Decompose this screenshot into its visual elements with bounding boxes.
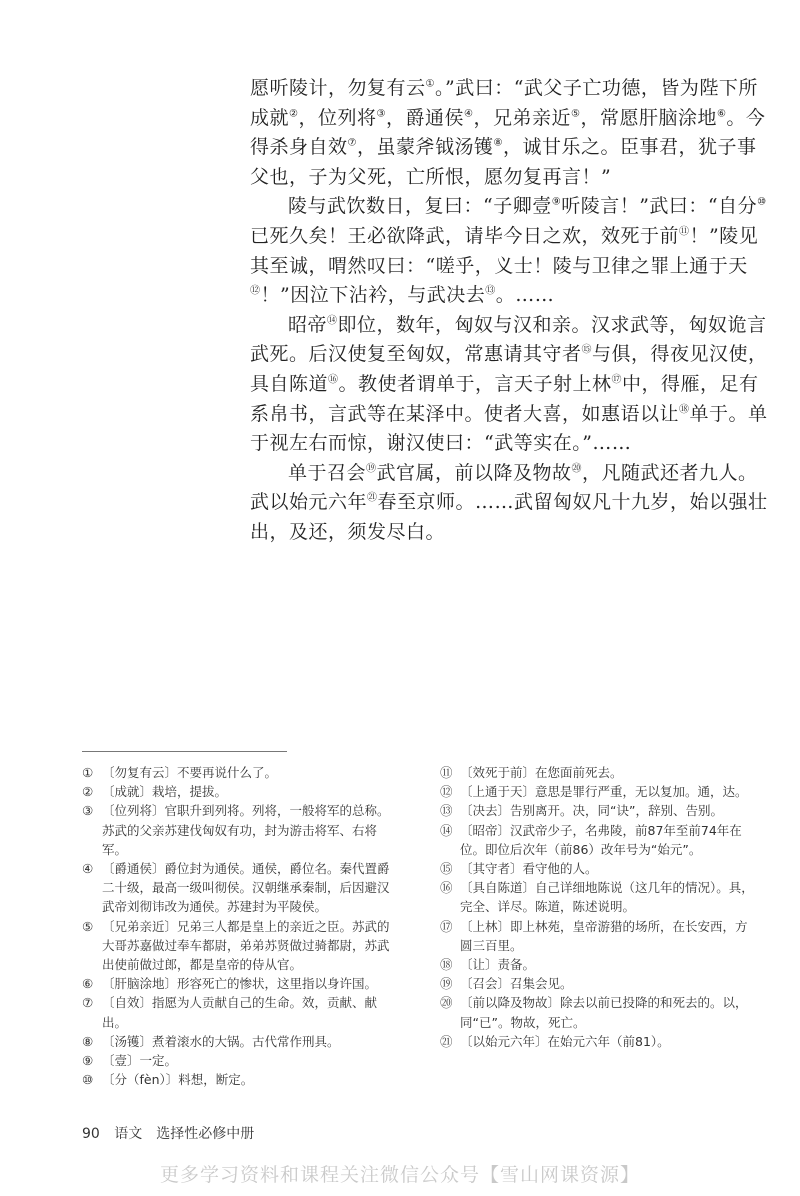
footnote-number: ⑤ <box>82 918 94 934</box>
footnote-text: 〔成就〕栽培，提拔。 <box>102 784 228 800</box>
footnote-text: 〔分（fèn）〕料想，断定。 <box>102 1072 254 1088</box>
footnotes-left-column <box>82 763 398 1089</box>
footnote-text: 〔肝脑涂地〕形容死亡的惨状，这里指以身许国。 <box>102 976 378 992</box>
footnote-text: 〔让〕责备。 <box>460 957 536 973</box>
footnote-item <box>440 878 755 916</box>
body-text: 昭帝 <box>288 313 328 336</box>
body-text: 。”武曰：“武父子亡功德，皆为陛下所成就 <box>250 77 758 129</box>
footnote-marker: ⑥ <box>716 108 727 120</box>
footnote-marker: ⑨ <box>551 197 562 209</box>
footnote-item <box>82 801 398 859</box>
footnote-text: 〔其守者〕看守他的人。 <box>460 861 598 877</box>
footnote-text: 〔汤镬〕煮着滚水的大锅。古代常作刑具。 <box>102 1033 340 1049</box>
footnote-number: ⑯ <box>440 880 453 896</box>
body-text: 春至京师。……武留匈奴凡十九岁，始以强壮出，及还，须发尽白。 <box>250 491 768 543</box>
footnote-item <box>82 1070 398 1089</box>
body-text: 单于。单于视左右而惊，谢汉使曰：“武等实在。”…… <box>250 402 768 455</box>
body-text: ，常愿肝脑涂地 <box>580 106 717 129</box>
footnote-item <box>82 993 398 1031</box>
footnote-item <box>82 974 398 993</box>
footnote-marker: ⑬ <box>485 285 496 297</box>
footnote-number: ⑧ <box>82 1033 94 1049</box>
footnote-text: 〔壹〕一定。 <box>102 1053 178 1069</box>
body-text: ，位列将 <box>298 106 377 129</box>
footnote-marker: ⑰ <box>611 374 623 386</box>
body-text: 武官属，前以降及物故 <box>376 461 572 484</box>
footnote-item <box>440 859 755 878</box>
footnote-number: ④ <box>82 861 94 877</box>
body-text: 。今得杀身自效 <box>250 106 766 159</box>
footnote-item <box>82 1032 398 1051</box>
body-text: 。…… <box>495 284 555 307</box>
body-text: 陵与武饮数日，复曰：“子卿壹 <box>288 195 552 218</box>
footnote-marker: ⑧ <box>493 137 503 149</box>
body-paragraph <box>250 192 770 310</box>
body-text: 愿听陵计，勿复有云 <box>250 77 426 99</box>
page-number: 90 <box>82 1126 100 1142</box>
footnote-marker: ⑤ <box>570 108 581 120</box>
footnote-text: 〔爵通侯〕爵位封为通侯。通侯，爵位名。秦代置爵二十级，最高一级叫彻侯。汉朝继承秦制，后因避汉武帝刘彻讳改为通侯。苏建封为平陵侯。 <box>102 861 390 915</box>
footnote-item <box>82 1051 398 1070</box>
body-text: 听陵言！”武曰：“自分 <box>561 195 758 218</box>
footnote-number: ⑦ <box>82 995 94 1011</box>
footnote-text: 〔召会〕召集会见。 <box>460 976 573 992</box>
footnote-number: ⑰ <box>440 918 453 934</box>
body-text: 。教使者谓单于，言天子射上林 <box>338 372 612 395</box>
main-text <box>250 74 770 548</box>
footnote-number: ⑬ <box>440 803 453 819</box>
book-title: 语文 选择性必修中册 <box>114 1126 255 1142</box>
footnote-marker: ⑱ <box>679 404 690 416</box>
footnote-marker: ⑭ <box>327 315 338 327</box>
footnote-item <box>440 801 755 820</box>
footnote-number: ⑩ <box>82 1072 94 1088</box>
footnote-item <box>440 955 755 974</box>
footnote-number: ③ <box>82 803 94 819</box>
watermark-text: 更多学习资料和课程关注微信公众号【雪山网课资源】 <box>159 1164 640 1186</box>
footnote-number: ① <box>82 765 94 780</box>
footnote-item <box>440 1032 755 1051</box>
footnote-text: 〔具自陈道〕自己详细地陈说（这几年的情况）。具，完全、详尽。陈道，陈述说明。 <box>460 880 754 915</box>
footnote-item <box>82 917 398 975</box>
footnote-number: ⑥ <box>82 976 94 992</box>
body-text: ！”因泣下沾衿，与武决去 <box>260 284 486 307</box>
footnote-item <box>440 917 755 955</box>
footnote-marker: ⑲ <box>366 463 377 475</box>
footnote-marker: ④ <box>463 108 474 120</box>
footnote-text: 〔上林〕即上林苑，皇帝游猎的场所，在长安西，方圆三百里。 <box>460 918 748 953</box>
footnote-item <box>82 782 398 801</box>
footnote-number: ⑮ <box>440 861 453 877</box>
footnote-marker: ⑯ <box>328 374 339 386</box>
footnote-number: ⑳ <box>440 995 453 1011</box>
footnote-item <box>82 859 398 917</box>
footnote-number: ㉑ <box>440 1033 453 1049</box>
footnote-text: 〔昭帝〕汉武帝少子，名弗陵，前87年至前74年在位。即位后次年（前86）改年号为“始元”。 <box>460 822 742 857</box>
page-footer <box>82 1123 254 1143</box>
footnote-marker: ⑮ <box>581 345 593 357</box>
body-text: ，兄弟亲近 <box>473 106 571 129</box>
footnote-marker: ㉑ <box>367 492 378 504</box>
footnote-text: 〔勿复有云〕不要再说什么了。 <box>102 765 278 780</box>
footnote-text: 〔自效〕指愿为人贡献自己的生命。效，贡献、献出。 <box>102 995 378 1030</box>
body-text: 与俱，得夜见汉使，具自陈道 <box>250 343 768 395</box>
footnote-item <box>82 763 398 782</box>
footnote-number: ⑫ <box>440 784 453 800</box>
footnote-text: 〔决去〕告别离开。决，同“诀”，辞别、告别。 <box>460 803 723 819</box>
footnote-text: 〔位列将〕官职升到列将。列将，一般将军的总称。苏武的父亲苏建伐匈奴有功，封为游击将军、右将军。 <box>102 803 390 857</box>
footnote-marker: ③ <box>376 108 386 120</box>
footnotes-right-column <box>440 763 755 1051</box>
footnote-divider <box>82 751 287 752</box>
footnote-text: 〔前以降及物故〕除去以前已投降的和死去的。以，同“已”。物故，死亡。 <box>460 995 748 1030</box>
body-text: 已死久矣！王必欲降武，请毕今日之欢，效死于前 <box>250 224 680 247</box>
footnote-number: ⑲ <box>440 976 453 992</box>
footnote-number: ⑪ <box>440 765 453 780</box>
footnote-marker: ⑫ <box>250 285 261 297</box>
footnote-number: ⑭ <box>440 822 453 838</box>
footnote-marker: ⑪ <box>679 226 690 238</box>
body-paragraph <box>250 74 770 192</box>
body-text: ，凡随武还者九人。武以始元六年 <box>250 461 758 514</box>
body-paragraph <box>250 459 770 548</box>
footnote-text: 〔效死于前〕在您面前死去。 <box>460 765 623 780</box>
footnote-number: ⑨ <box>82 1053 94 1069</box>
footnote-marker: ① <box>425 78 435 90</box>
footnote-number: ⑱ <box>440 957 453 973</box>
body-text: ，爵通侯 <box>385 106 464 129</box>
body-text: ，诚甘乐之。臣事君，犹子事父也，子为父死，亡所恨，愿勿复再言！” <box>250 136 757 188</box>
body-text: 即位，数年，匈奴与汉和亲。汉求武等，匈奴诡言武死。后汉使复至匈奴，常惠请其守者 <box>250 313 767 366</box>
body-paragraph <box>250 311 770 459</box>
footnote-text: 〔上通于天〕意思是罪行严重，无以复加。通，达。 <box>460 784 748 800</box>
footnote-item <box>440 782 755 801</box>
body-text: 中，得雁，足有系帛书，言武等在某泽中。使者大喜，如惠语以让 <box>250 372 759 425</box>
footnote-marker: ⑩ <box>757 197 767 209</box>
footnote-marker: ② <box>289 108 299 120</box>
body-text: ！”陵见其至诚，喟然叹曰：“嗟乎，义士！陵与卫律之罪上通于天 <box>250 224 759 277</box>
footnote-number: ② <box>82 784 94 800</box>
footnote-text: 〔以始元六年〕在始元六年（前81）。 <box>460 1033 670 1049</box>
footnote-item <box>440 974 755 993</box>
footnote-marker: ⑦ <box>347 137 357 149</box>
footnote-text: 〔兄弟亲近〕兄弟三人都是皇上的亲近之臣。苏武的大哥苏嘉做过奉车都尉，弟弟苏贤做过骑都尉，苏武出使前做过郎，都是皇帝的侍从官。 <box>102 918 390 973</box>
footnote-item <box>440 763 755 782</box>
body-text: ，虽蒙斧钺汤镬 <box>356 136 494 159</box>
body-text: 单于召会 <box>288 461 367 484</box>
footnote-item <box>440 821 755 859</box>
footnote-item <box>440 993 755 1031</box>
footnote-marker: ⑳ <box>571 463 583 475</box>
